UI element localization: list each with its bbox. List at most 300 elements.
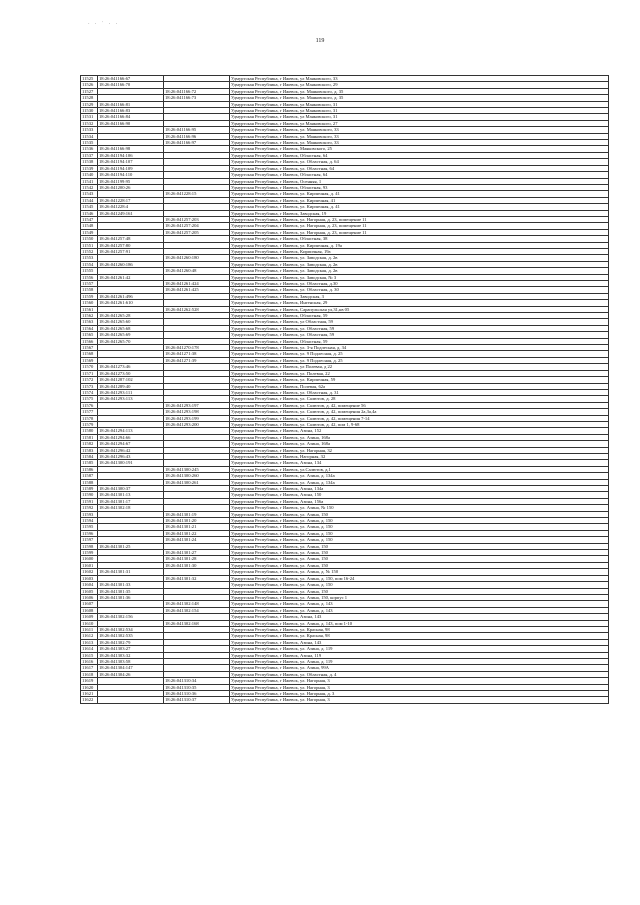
row-number-cell: 11527	[81, 88, 98, 94]
address-cell: Удмуртская Республика, г Ижевск, ул. Заводская, д. 2в	[230, 268, 609, 274]
parcel-number-cell: 18:26:041301:13	[98, 492, 164, 498]
object-number-cell: 18:26:041302:168	[164, 620, 230, 626]
row-number-cell: 11568	[81, 351, 98, 357]
address-cell: Удмуртская Республика, г Ижевск, ул Маяковского, 31	[230, 108, 609, 114]
row-number-cell: 11600	[81, 556, 98, 562]
address-cell: Удмуртская Республика, г Ижевск, Областная, 59	[230, 338, 609, 344]
address-cell: Удмуртская Республика, г Ижевск, Заводская, 19	[230, 210, 609, 216]
object-number-cell: 18:26:041257:204	[164, 223, 230, 229]
row-number-cell: 11613	[81, 639, 98, 645]
parcel-number-cell: 18:26:041200:26	[98, 184, 164, 190]
address-cell: Удмуртская Республика, г Ижевск, ул. Азина, д. 134а	[230, 479, 609, 485]
parcel-number-cell: 18:26:041261:496	[98, 293, 164, 299]
address-cell: Удмуртская Республика, г Ижевск, ул. 3-я Подлесная, д. 34	[230, 345, 609, 351]
row-number-cell: 11582	[81, 441, 98, 447]
address-cell: Удмуртская Республика, г Ижевск, ул Маяковского, 27	[230, 120, 609, 126]
row-number-cell: 11526	[81, 82, 98, 88]
row-number-cell: 11608	[81, 607, 98, 613]
address-cell: Удмуртская Республика, г Ижевск, ул. Азина, 150	[230, 543, 609, 549]
address-cell: Удмуртская Республика, г Ижевск, ул. Нагорная, д. 23, помещение 11	[230, 229, 609, 235]
parcel-number-cell: 18:26:041166:83	[98, 108, 164, 114]
row-number-cell: 11531	[81, 114, 98, 120]
row-number-cell: 11617	[81, 665, 98, 671]
object-number-cell: 18:26:041228:15	[164, 191, 230, 197]
object-number-cell: 18:26:041262:528	[164, 306, 230, 312]
row-number-cell: 11593	[81, 511, 98, 517]
address-cell: Удмуртская Республика, г Ижевск, ул. Нагорная, 3	[230, 678, 609, 684]
row-number-cell: 11530	[81, 108, 98, 114]
object-number-cell: 18:26:041260:48	[164, 268, 230, 274]
parcel-number-cell: 18:26:041265:69	[98, 332, 164, 338]
address-cell: Удмуртская Республика, г Ижевск, ул. Заводская, № 3	[230, 274, 609, 280]
row-number-cell: 11529	[81, 101, 98, 107]
row-number-cell: 11592	[81, 505, 98, 511]
address-cell: Удмуртская Республика, г Ижевск, ул. Азина, 168а	[230, 434, 609, 440]
address-cell: Удмуртская Республика, г Ижевск, Кирпичная, 19а	[230, 248, 609, 254]
address-cell: Удмуртская Республика, г Ижевск, ул. Красная, 98	[230, 633, 609, 639]
row-number-cell: 11586	[81, 466, 98, 472]
object-number-cell: 18:26:041271:39	[164, 357, 230, 363]
parcel-number-cell: 18:26:041194:107	[98, 159, 164, 165]
address-cell: Удмуртская Республика, г Ижевск, ул. Областная, д. 4	[230, 671, 609, 677]
address-cell: Удмуртская Республика, г Ижевск, ул. Азина, 168а	[230, 441, 609, 447]
address-cell: Удмуртская Республика, г Ижевск, Осенняя, 1	[230, 178, 609, 184]
address-cell: Удмуртская Республика, г Ижевск, ул. Азина, д. 143	[230, 607, 609, 613]
address-cell: Удмуртская Республика, г Ижевск, ул. Областная, д. 30	[230, 287, 609, 293]
address-cell: Удмуртская Республика, г Ижевск, ул.Салютов, д.1	[230, 466, 609, 472]
object-number-cell: 18:26:041310:35	[164, 684, 230, 690]
row-number-cell: 11618	[81, 671, 98, 677]
address-cell: Удмуртская Республика, г Ижевск, ул. Азина, д. 150	[230, 530, 609, 536]
address-cell: Удмуртская Республика, г Ижевск, Областная, 59	[230, 313, 609, 319]
object-number-cell: 18:26:041301:28	[164, 556, 230, 562]
parcel-number-cell: 18:26:041296:43	[98, 453, 164, 459]
address-cell: Удмуртская Республика, г Ижевск, ул. Областная, д. 64	[230, 159, 609, 165]
row-number-cell: 11558	[81, 287, 98, 293]
address-cell: Удмуртская Республика, г Ижевск, ул. Азина, д. 150	[230, 518, 609, 524]
row-number-cell: 11576	[81, 402, 98, 408]
row-number-cell: 11564	[81, 325, 98, 331]
parcel-number-cell: 18:26:041300:37	[98, 486, 164, 492]
address-cell: Удмуртская Республика, г Ижевск, ул. Заводская, д. 2в	[230, 261, 609, 267]
address-cell: Удмуртская Республика, г Ижевск, Азина, 143	[230, 639, 609, 645]
row-number-cell: 11607	[81, 601, 98, 607]
row-number-cell: 11546	[81, 210, 98, 216]
address-cell: Удмуртская Республика, г Ижевск, ул. Областная, 64	[230, 165, 609, 171]
row-number-cell: 11573	[81, 383, 98, 389]
row-number-cell: 11540	[81, 172, 98, 178]
address-cell: Удмуртская Республика, г Ижевск, Заводская, 3	[230, 293, 609, 299]
parcel-number-cell: 18:26:041302:534	[98, 626, 164, 632]
address-cell: Удмуртская Республика, г Ижевск, ул. Азина, № 150	[230, 505, 609, 511]
row-number-cell: 11609	[81, 614, 98, 620]
address-cell: Удмуртская Республика, г Ижевск, ул Областная, 59	[230, 319, 609, 325]
parcel-number-cell: 18:26:041261:610	[98, 300, 164, 306]
object-number-cell: 18:26:041301:24	[164, 537, 230, 543]
parcel-number-cell: 18:26:041294:66	[98, 434, 164, 440]
address-cell: Удмуртская Республика, г Ижевск, ул. Азина, 150	[230, 556, 609, 562]
row-number-cell: 11553	[81, 255, 98, 261]
address-cell: Удмуртская Республика, г Ижевск, ул. Красная, 98	[230, 626, 609, 632]
parcel-number-cell: 18:26:041301:35	[98, 588, 164, 594]
parcel-number-cell: 18:26:041287:102	[98, 377, 164, 383]
address-cell: Удмуртская Республика, г Ижевск, ул. Салютов, д. 28	[230, 396, 609, 402]
parcel-number-cell: 18:26:041249:161	[98, 210, 164, 216]
row-number-cell: 11550	[81, 236, 98, 242]
address-cell: Удмуртская Республика, г Ижевск, ул Маяковского, 29	[230, 82, 609, 88]
address-cell: Удмуртская Республика, г Ижевск, ул. Областная, д. 31	[230, 389, 609, 395]
row-number-cell: 11548	[81, 223, 98, 229]
object-number-cell: 18:26:041301:19	[164, 511, 230, 517]
address-cell: Удмуртская Республика, г Ижевск, ул. Азина, д. 150, пом 16-24	[230, 575, 609, 581]
parcel-number-cell: 18:26:041166:84	[98, 114, 164, 120]
address-cell: Удмуртская Республика, г Ижевск, Азина, 134	[230, 460, 609, 466]
row-number-cell: 11603	[81, 575, 98, 581]
address-cell: Удмуртская Республика, г Ижевск, ул. Нагорная, д. 3	[230, 691, 609, 697]
address-cell: Удмуртская Республика, г Ижевск, Азина, 143	[230, 614, 609, 620]
row-number-cell: 11543	[81, 191, 98, 197]
address-cell: Удмуртская Республика, г Ижевск, ул. Областная, д.30	[230, 281, 609, 287]
row-number-cell: 11563	[81, 319, 98, 325]
row-number-cell: 11572	[81, 377, 98, 383]
row-number-cell: 11545	[81, 204, 98, 210]
address-cell: Удмуртская Республика, г Ижевск, ул. Азина, д. 150	[230, 582, 609, 588]
parcel-number-cell: 18:26:041303:58	[98, 658, 164, 664]
parcel-number-cell	[98, 697, 164, 703]
row-number-cell: 11580	[81, 428, 98, 434]
object-number-cell: 18:26:041270:178	[164, 345, 230, 351]
address-cell: Удмуртская Республика, г Ижевск, ул. Маяковского, д. 35	[230, 88, 609, 94]
row-number-cell: 11547	[81, 216, 98, 222]
row-number-cell: 11560	[81, 300, 98, 306]
object-number-cell: 18:26:041310:36	[164, 691, 230, 697]
address-cell: Удмуртская Республика, г Ижевск, Азина, 152	[230, 428, 609, 434]
row-number-cell: 11594	[81, 518, 98, 524]
row-number-cell: 11621	[81, 691, 98, 697]
row-number-cell: 11581	[81, 434, 98, 440]
address-cell: Удмуртская Республика, г Ижевск, ул. Азина, д. № 150	[230, 569, 609, 575]
row-number-cell: 11562	[81, 313, 98, 319]
parcel-number-cell: 18:26:041194:106	[98, 152, 164, 158]
parcel-number-cell: 18:26:041265:68	[98, 325, 164, 331]
row-number-cell: 11602	[81, 569, 98, 575]
address-cell: Удмуртская Республика, г Ижевск, ул. 9 Подлесная, д. 25	[230, 357, 609, 363]
row-number-cell: 11622	[81, 697, 98, 703]
row-number-cell: 11575	[81, 396, 98, 402]
parcel-number-cell: 18:26:041265:28	[98, 313, 164, 319]
address-cell: Удмуртская Республика, г Ижевск, ул. Маяковского, 33	[230, 127, 609, 133]
address-cell: Удмуртская Республика, г Ижевск, ул Маяковского, 31	[230, 101, 609, 107]
address-cell: Удмуртская Республика, г Ижевск, Азина, 150	[230, 492, 609, 498]
object-number-cell: 18:26:041301:27	[164, 550, 230, 556]
parcel-number-cell: 18:26:041293:113	[98, 396, 164, 402]
parcel-number-cell: 18:26:041289:40	[98, 383, 164, 389]
object-number-cell: 18:26:041271:38	[164, 351, 230, 357]
object-number-cell: 18:26:041302:154	[164, 607, 230, 613]
row-number-cell: 11599	[81, 550, 98, 556]
parcel-number-cell: 18:26:041273:46	[98, 364, 164, 370]
row-number-cell: 11539	[81, 165, 98, 171]
row-number-cell: 11565	[81, 332, 98, 338]
row-number-cell: 11587	[81, 473, 98, 479]
object-number-cell: 18:26:041302:148	[164, 601, 230, 607]
row-number-cell: 11566	[81, 338, 98, 344]
address-cell: Удмуртская Республика, г Ижевск, ул. Азина, 99А	[230, 665, 609, 671]
row-number-cell: 11577	[81, 409, 98, 415]
address-cell: Удмуртская Республика, г Ижевск, Областная, 64	[230, 172, 609, 178]
address-cell: Удмуртская Республика, г Ижевск, ул. Азина, д. 119	[230, 658, 609, 664]
row-number-cell: 11536	[81, 146, 98, 152]
row-number-cell: 11561	[81, 306, 98, 312]
address-cell: Удмуртская Республика, г Ижевск, ул. Салютов, д. 42, помещения 2а,3а,4а	[230, 409, 609, 415]
parcel-number-cell: 18:26:041302:79	[98, 639, 164, 645]
object-number-cell: 18:26:041301:30	[164, 562, 230, 568]
row-number-cell: 11615	[81, 652, 98, 658]
parcel-number-cell: 18:26:041301:17	[98, 498, 164, 504]
address-cell: Удмуртская Республика, г Ижевск, Областная, 38	[230, 236, 609, 242]
parcel-number-cell: 18:26:041302:18	[98, 505, 164, 511]
address-cell: Удмуртская Республика, г Ижевск, Областная, 64	[230, 152, 609, 158]
row-number-cell: 11538	[81, 159, 98, 165]
object-number-cell: 18:26:041300:245	[164, 466, 230, 472]
object-number-cell: 18:26:041166:73	[164, 95, 230, 101]
object-number-cell: 18:26:041293:198	[164, 409, 230, 415]
object-number-cell: 18:26:041261:425	[164, 287, 230, 293]
row-number-cell: 11591	[81, 498, 98, 504]
parcel-number-cell: 18:26:041228:17	[98, 197, 164, 203]
parcel-number-cell: 18:26:041261:42	[98, 274, 164, 280]
row-number-cell: 11614	[81, 646, 98, 652]
scan-noise-decoration: · · ˙ · ·	[88, 22, 120, 27]
parcel-number-cell: 18:26:041302:156	[98, 614, 164, 620]
row-number-cell: 11567	[81, 345, 98, 351]
address-cell: Удмуртская Республика, г Ижевск, ул. Азина, д. 134а	[230, 473, 609, 479]
address-cell: Удмуртская Республика, г Ижевск, ул Маяковского, 31	[230, 114, 609, 120]
address-cell: Удмуртская Республика, г Ижевск, ул. Маяковского, д. 35	[230, 95, 609, 101]
parcel-number-cell: 18:26:041257:80	[98, 242, 164, 248]
address-cell: Удмуртская Республика, г Ижевск, ул. Азина, 150	[230, 562, 609, 568]
object-number-cell: 18:26:041260:180	[164, 255, 230, 261]
row-number-cell: 11544	[81, 197, 98, 203]
parcel-number-cell: 18:26:041166:81	[98, 101, 164, 107]
address-cell: Удмуртская Республика, г Ижевск, ул. Азина, 150	[230, 511, 609, 517]
address-cell: Удмуртская Республика, г Ижевск, ул. Полевая, 22	[230, 370, 609, 376]
object-number-cell: 18:26:041166:72	[164, 88, 230, 94]
address-cell: Удмуртская Республика, г Ижевск, Нагорная, 32	[230, 453, 609, 459]
address-cell: Удмуртская Республика, г Ижевск, ул. Нагорная, 3	[230, 697, 609, 703]
object-number-cell: 18:26:041293:200	[164, 421, 230, 427]
address-cell: Удмуртская Республика, г Ижевск, Полевая, 62а	[230, 383, 609, 389]
address-cell: Удмуртская Республика, г Ижевск, ул. Областная, 59	[230, 332, 609, 338]
address-cell: Удмуртская Республика, г Ижевск, ул. Салютов, д. 42, помещения 7-14	[230, 415, 609, 421]
row-number-cell: 11612	[81, 633, 98, 639]
address-cell: Удмуртская Республика, г Ижевск, Азина, 156а	[230, 498, 609, 504]
row-number-cell: 11555	[81, 268, 98, 274]
parcel-number-cell: 18:26:041301:31	[98, 569, 164, 575]
page-number: 119	[315, 38, 325, 44]
row-number-cell: 11534	[81, 133, 98, 139]
row-number-cell: 11588	[81, 479, 98, 485]
row-number-cell: 11620	[81, 684, 98, 690]
row-number-cell: 11597	[81, 537, 98, 543]
parcel-number-cell: 18:26:041166:70	[98, 82, 164, 88]
row-number-cell: 11551	[81, 242, 98, 248]
object-number-cell: 18:26:041300:260	[164, 473, 230, 479]
address-cell: Удмуртская Республика, г Ижевск, Ингенская, 29	[230, 300, 609, 306]
row-number-cell: 11537	[81, 152, 98, 158]
parcel-number-cell: 18:26:041304:147	[98, 665, 164, 671]
row-number-cell: 11556	[81, 274, 98, 280]
parcel-number-cell: 18:26:041194:109	[98, 165, 164, 171]
address-cell: Удмуртская Республика, г Ижевск, Азина, 134а	[230, 486, 609, 492]
object-number-cell: 18:26:041166:96	[164, 133, 230, 139]
table-row	[81, 697, 609, 703]
row-number-cell: 11569	[81, 357, 98, 363]
parcel-number-cell: 18:26:041166:67	[98, 76, 164, 82]
parcel-number-cell: 18:26:041166:98	[98, 146, 164, 152]
parcel-number-cell: 18:26:041257:48	[98, 236, 164, 242]
object-number-cell: 18:26:041301:22	[164, 530, 230, 536]
parcel-number-cell: 18:26:041301:25	[98, 543, 164, 549]
address-cell: Удмуртская Республика, г Ижевск, Маяковского, 25	[230, 146, 609, 152]
address-cell: Удмуртская Республика, г Ижевск, ул. Нагорная, д. 23, помещение 11	[230, 216, 609, 222]
registry-table-body	[81, 76, 609, 704]
address-cell: Удмуртская Республика, г Ижевск, ул. Нагорная, д. 23, помещение 11	[230, 223, 609, 229]
parcel-number-cell: 18:26:041302:535	[98, 633, 164, 639]
address-cell: Удмуртская Республика, г Ижевск, ул. Маяковского, 33	[230, 133, 609, 139]
address-cell: Удмуртская Республика, г Ижевск, ул. Кирпичная, д. 19а	[230, 242, 609, 248]
address-cell: Удмуртская Республика, г Ижевск, ул. Азина, д. 150	[230, 524, 609, 530]
row-number-cell: 11578	[81, 415, 98, 421]
address-cell: Удмуртская Республика, г Ижевск, ул. Кирпичная, д. 41	[230, 191, 609, 197]
address-cell: Удмуртская Республика, г Ижевск, ул. Областная, 59	[230, 325, 609, 331]
address-cell: Удмуртская Республика, г Ижевск, Сарапульская ул,31,кв 05	[230, 306, 609, 312]
address-cell: Удмуртская Республика, г Ижевск, ул. Азина, д. 119	[230, 646, 609, 652]
parcel-number-cell: 18:26:041303:32	[98, 652, 164, 658]
parcel-number-cell: 18:26:041303:27	[98, 646, 164, 652]
object-number-cell: 18:26:041301:21	[164, 524, 230, 530]
row-number-cell: 11583	[81, 447, 98, 453]
address-cell: Удмуртская Республика, г Ижевск, ул. Нагорная, 32	[230, 447, 609, 453]
row-number-cell: 11610	[81, 620, 98, 626]
row-number-cell: 11549	[81, 229, 98, 235]
row-number-cell: 11557	[81, 281, 98, 287]
object-number-cell: 18:26:041300:261	[164, 479, 230, 485]
parcel-number-cell: 18:26:041301:33	[98, 582, 164, 588]
row-number-cell: 11604	[81, 582, 98, 588]
row-number-cell: 11589	[81, 486, 98, 492]
address-cell: Удмуртская Республика, г Ижевск, Областная, 93	[230, 184, 609, 190]
row-number-cell: 11525	[81, 76, 98, 82]
parcel-number-cell: 18:26:041228:4	[98, 204, 164, 210]
row-number-cell: 11532	[81, 120, 98, 126]
parcel-number-cell: 18:26:041293:111	[98, 389, 164, 395]
address-cell: Удмуртская Республика, г Ижевск, ул. Азина, 150	[230, 550, 609, 556]
row-number-cell: 11585	[81, 460, 98, 466]
address-cell: Удмуртская Республика, г Ижевск, ул. 9 Подлесная, д. 25	[230, 351, 609, 357]
object-number-cell: 18:26:041293:199	[164, 415, 230, 421]
object-number-cell: 18:26:041301:32	[164, 575, 230, 581]
address-cell: Удмуртская Республика, г Ижевск, ул. Азина, 150	[230, 588, 609, 594]
row-number-cell: 11598	[81, 543, 98, 549]
address-cell: Удмуртская Республика, г Ижевск, ул. Азина, д. 143, пом 1-10	[230, 620, 609, 626]
row-number-cell: 11601	[81, 562, 98, 568]
parcel-number-cell: 18:26:041273:50	[98, 370, 164, 376]
parcel-number-cell: 18:26:041301:36	[98, 594, 164, 600]
object-number-cell: 18:26:041166:97	[164, 140, 230, 146]
address-cell: Удмуртская Республика, г Ижевск, ул. Кирпичная, 41	[230, 197, 609, 203]
address-cell: Удмуртская Республика, г Ижевск, ул. Нагорная, 3	[230, 684, 609, 690]
row-number-cell: 11533	[81, 127, 98, 133]
object-number-cell: 18:26:041261:424	[164, 281, 230, 287]
row-number-cell: 11595	[81, 524, 98, 530]
address-cell: Удмуртская Республика, г Ижевск, ул Маяковского, 33	[230, 76, 609, 82]
row-number-cell: 11619	[81, 678, 98, 684]
row-number-cell: 11616	[81, 658, 98, 664]
address-cell: Удмуртская Республика, г Ижевск, ул Полевая, д 22	[230, 364, 609, 370]
row-number-cell: 11579	[81, 421, 98, 427]
parcel-number-cell: 18:26:041265:60	[98, 319, 164, 325]
registry-table	[80, 75, 609, 704]
parcel-number-cell: 18:26:041265:70	[98, 338, 164, 344]
object-number-cell: 18:26:041257:205	[164, 229, 230, 235]
address-cell: Удмуртская Республика, г Ижевск, ул. Азина, д. 150	[230, 537, 609, 543]
object-number-cell: 18:26:041293:197	[164, 402, 230, 408]
row-number-cell: 11528	[81, 95, 98, 101]
address-cell: Удмуртская Республика, г Ижевск, ул. Азина, д. 143	[230, 601, 609, 607]
parcel-number-cell: 18:26:041260:186	[98, 261, 164, 267]
parcel-number-cell: 18:26:041304:26	[98, 671, 164, 677]
object-number-cell: 18:26:041257:203	[164, 216, 230, 222]
address-cell: Удмуртская Республика, г Ижевск, Азина, 119	[230, 652, 609, 658]
address-cell: Удмуртская Республика, г Ижевск, ул. Заводская, д. 2в	[230, 255, 609, 261]
row-number-cell: 11552	[81, 248, 98, 254]
row-number-cell: 11611	[81, 626, 98, 632]
address-cell: Удмуртская Республика, г Ижевск, ул. Салютов, д. 42, пом 1, 9-68	[230, 421, 609, 427]
address-cell: Удмуртская Республика, г Ижевск, ул. Кирпичная, 59	[230, 377, 609, 383]
row-number-cell: 11606	[81, 594, 98, 600]
row-number-cell: 11542	[81, 184, 98, 190]
row-number-cell: 11605	[81, 588, 98, 594]
row-number-cell: 11554	[81, 261, 98, 267]
address-cell: Удмуртская Республика, г Ижевск, ул. Азина, 150, корпус 1	[230, 594, 609, 600]
parcel-number-cell: 18:26:041294:67	[98, 441, 164, 447]
row-number-cell: 11584	[81, 453, 98, 459]
parcel-number-cell: 18:26:041166:90	[98, 120, 164, 126]
object-number-cell: 18:26:041310:34	[164, 678, 230, 684]
object-number-cell: 18:26:041301:20	[164, 518, 230, 524]
row-number-cell: 11571	[81, 370, 98, 376]
parcel-number-cell: 18:26:041300:191	[98, 460, 164, 466]
parcel-number-cell: 18:26:041257:91	[98, 248, 164, 254]
object-number-cell: 18:26:041310:37	[164, 697, 230, 703]
row-number-cell: 11596	[81, 530, 98, 536]
row-number-cell: 11559	[81, 293, 98, 299]
address-cell: Удмуртская Республика, г Ижевск, ул. Салютов, д. 42, помещение 56	[230, 402, 609, 408]
parcel-number-cell: 18:26:041199:95	[98, 178, 164, 184]
object-number-cell: 18:26:041166:95	[164, 127, 230, 133]
row-number-cell: 11574	[81, 389, 98, 395]
address-cell: Удмуртская Республика, г Ижевск, ул. Кирпичная, д. 41	[230, 204, 609, 210]
parcel-number-cell: 18:26:041294:113	[98, 428, 164, 434]
address-cell: Удмуртская Республика, г Ижевск, ул. Маяковского, 33	[230, 140, 609, 146]
row-number-cell: 11590	[81, 492, 98, 498]
parcel-number-cell: 18:26:041194:110	[98, 172, 164, 178]
row-number-cell: 11541	[81, 178, 98, 184]
row-number-cell: 11570	[81, 364, 98, 370]
parcel-number-cell: 18:26:041296:42	[98, 447, 164, 453]
row-number-cell: 11535	[81, 140, 98, 146]
